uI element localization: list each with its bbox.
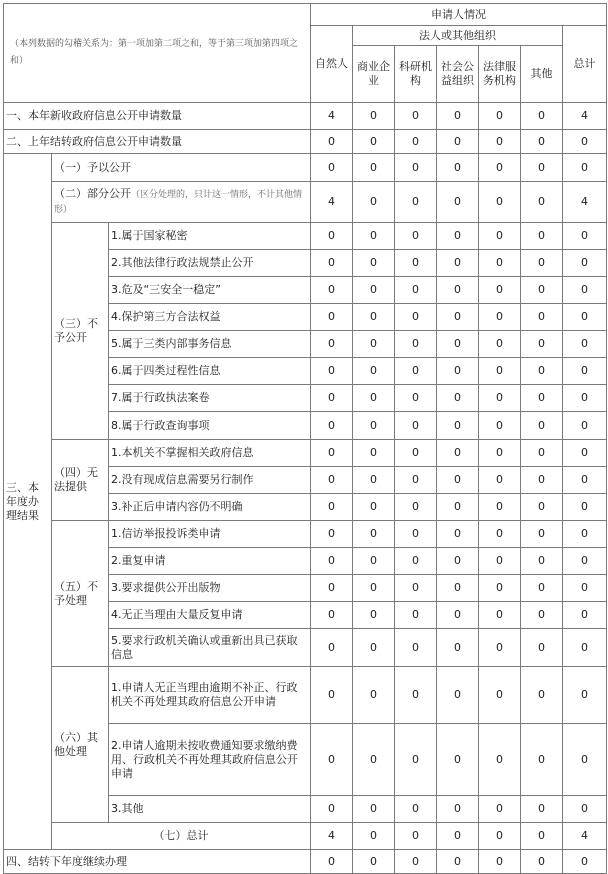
table-row	[4, 103, 607, 130]
group-g5-item-value: 0	[437, 575, 479, 602]
row-disclosed-label: （一）予以公开	[52, 154, 311, 182]
group-g5-item-value: 0	[437, 629, 479, 667]
group-g3-item-value: 0	[563, 331, 607, 358]
group-g3-item-value: 0	[353, 277, 395, 304]
group-g5-item-value: 0	[437, 548, 479, 575]
group-g6-item-value: 0	[395, 724, 437, 796]
col-research: 科研机构	[395, 46, 437, 103]
row-disclosed-value: 0	[311, 154, 353, 182]
row-new-requests-label: 一、本年新收政府信息公开申请数量	[4, 103, 311, 130]
row-carried-over-value: 0	[311, 130, 353, 154]
group-g3-item-value: 0	[353, 250, 395, 277]
group-g5-item-value: 0	[353, 602, 395, 629]
row-partial-value: 0	[479, 182, 521, 223]
group-g3-item-value: 0	[521, 277, 563, 304]
group-g3-item-label: 1.属于国家秘密	[109, 223, 311, 250]
group-g6-label: （六）其他处理	[52, 667, 109, 823]
row-carried-over-value: 0	[479, 130, 521, 154]
table-row	[4, 154, 607, 182]
disclosure-statistics-table	[3, 3, 607, 874]
group-g3-item-value: 0	[437, 358, 479, 385]
row-next-year-value: 0	[563, 850, 607, 874]
table-row	[4, 440, 607, 467]
row-next-year-value: 0	[479, 850, 521, 874]
group-g4-item-value: 0	[311, 467, 353, 494]
group-g6-item-value: 0	[311, 796, 353, 823]
group-g5-item-value: 0	[437, 521, 479, 548]
row-next-year-value: 0	[521, 850, 563, 874]
group-g4-item-value: 0	[353, 440, 395, 467]
group-g3-item-value: 0	[521, 331, 563, 358]
row-next-year-value: 0	[395, 850, 437, 874]
group-g4-item-value: 0	[521, 494, 563, 521]
group-g3-item-value: 0	[437, 223, 479, 250]
group-g5-item-value: 0	[521, 521, 563, 548]
group-g5-item-value: 0	[311, 521, 353, 548]
group-g4-item-value: 0	[353, 494, 395, 521]
section-results-label: 三、本年度办理结果	[4, 154, 52, 850]
group-g4-item-label: 3.补正后申请内容仍不明确	[109, 494, 311, 521]
group-g3-item-value: 0	[311, 358, 353, 385]
group-g5-item-value: 0	[395, 548, 437, 575]
group-g3-item-value: 0	[521, 250, 563, 277]
group-g6-item-value: 0	[437, 796, 479, 823]
group-g3-item-label: 7.属于行政执法案卷	[109, 385, 311, 412]
table-row	[4, 667, 607, 724]
group-g3-item-value: 0	[563, 412, 607, 440]
col-other: 其他	[521, 46, 563, 103]
table-row	[4, 130, 607, 154]
group-g6-item-value: 0	[479, 724, 521, 796]
group-g5-item-value: 0	[479, 575, 521, 602]
row-new-requests-value: 0	[353, 103, 395, 130]
group-g3-item-value: 0	[479, 304, 521, 331]
group-g5-item-value: 0	[311, 575, 353, 602]
group-g5-item-label: 1.信访举报投诉类申请	[109, 521, 311, 548]
row-partial-value: 0	[521, 182, 563, 223]
group-g3-item-value: 0	[479, 412, 521, 440]
group-g3-item-value: 0	[311, 385, 353, 412]
row-new-requests-value: 4	[563, 103, 607, 130]
row-partial-value: 0	[395, 182, 437, 223]
group-g3-item-value: 0	[437, 304, 479, 331]
group-g3-item-value: 0	[563, 277, 607, 304]
group-g4-item-value: 0	[437, 494, 479, 521]
group-g5-item-value: 0	[563, 575, 607, 602]
group-g3-item-label: 4.保护第三方合法权益	[109, 304, 311, 331]
row-carried-over-value: 0	[395, 130, 437, 154]
group-g3-item-value: 0	[395, 304, 437, 331]
group-g5-item-value: 0	[437, 602, 479, 629]
relationship-note: （本列数据的勾稽关系为：第一项加第二项之和，等于第三项加第四项之和）	[4, 4, 311, 103]
row-partial-value: 0	[437, 182, 479, 223]
group-g3-item-value: 0	[521, 358, 563, 385]
group-g5-item-value: 0	[353, 548, 395, 575]
group-g4-item-label: 2.没有现成信息需要另行制作	[109, 467, 311, 494]
col-business: 商业企业	[353, 46, 395, 103]
group-g5-item-value: 0	[395, 602, 437, 629]
group-g4-item-label: 1.本机关不掌握相关政府信息	[109, 440, 311, 467]
row-disclosed-value: 0	[395, 154, 437, 182]
group-g5-item-value: 0	[311, 629, 353, 667]
group-g6-item-label: 3.其他	[109, 796, 311, 823]
row-disclosed-value: 0	[437, 154, 479, 182]
group-g3-item-value: 0	[437, 250, 479, 277]
group-g6-item-value: 0	[563, 796, 607, 823]
group-g5-item-label: 4.无正当理由大量反复申请	[109, 602, 311, 629]
group-g3-item-value: 0	[563, 385, 607, 412]
legal-persons-header: 法人或其他组织	[353, 26, 563, 46]
group-g5-item-value: 0	[395, 629, 437, 667]
row-partial-value: 0	[353, 182, 395, 223]
group-g6-item-value: 0	[521, 724, 563, 796]
group-g5-item-value: 0	[563, 521, 607, 548]
group-g4-item-value: 0	[437, 440, 479, 467]
row-disclosed-value: 0	[353, 154, 395, 182]
group-g4-item-value: 0	[353, 467, 395, 494]
group-g5-item-value: 0	[311, 548, 353, 575]
row-disclosed-value: 0	[521, 154, 563, 182]
group-g4-item-value: 0	[521, 467, 563, 494]
group-g3-item-label: 5.属于三类内部事务信息	[109, 331, 311, 358]
group-g3-item-value: 0	[311, 223, 353, 250]
group-g5-item-label: 3.要求提供公开出版物	[109, 575, 311, 602]
group-g3-item-value: 0	[479, 223, 521, 250]
row-partial-value: 4	[563, 182, 607, 223]
table-row	[4, 182, 607, 223]
group-g4-item-value: 0	[395, 440, 437, 467]
row-partial-label	[52, 182, 311, 223]
group-g5-item-value: 0	[521, 575, 563, 602]
group-g6-item-value: 0	[437, 667, 479, 724]
group-g6-item-value: 0	[479, 667, 521, 724]
group-g4-item-value: 0	[563, 494, 607, 521]
row-carried-over-value: 0	[563, 130, 607, 154]
row-subtotal-value: 0	[353, 823, 395, 850]
row-next-year-value: 0	[311, 850, 353, 874]
group-g3-item-value: 0	[353, 385, 395, 412]
group-g3-item-value: 0	[563, 250, 607, 277]
group-g3-item-value: 0	[311, 331, 353, 358]
table-row	[4, 521, 607, 548]
group-g3-item-value: 0	[521, 412, 563, 440]
row-subtotal-value: 4	[563, 823, 607, 850]
group-g6-item-value: 0	[521, 796, 563, 823]
group-g5-item-value: 0	[563, 548, 607, 575]
group-g3-item-label: 3.危及“三安全一稳定”	[109, 277, 311, 304]
col-legal-service: 法律服务机构	[479, 46, 521, 103]
col-public-welfare: 社会公益组织	[437, 46, 479, 103]
group-g3-item-value: 0	[521, 385, 563, 412]
group-g3-item-value: 0	[353, 331, 395, 358]
group-g6-item-value: 0	[521, 667, 563, 724]
row-new-requests-value: 4	[311, 103, 353, 130]
group-g4-item-value: 0	[395, 494, 437, 521]
group-g3-item-value: 0	[479, 277, 521, 304]
group-g3-item-value: 0	[479, 358, 521, 385]
group-g3-item-value: 0	[395, 412, 437, 440]
group-g5-item-value: 0	[479, 521, 521, 548]
table-row	[4, 850, 607, 874]
row-new-requests-value: 0	[521, 103, 563, 130]
row-carried-over-value: 0	[437, 130, 479, 154]
table-row	[4, 223, 607, 250]
group-g6-item-value: 0	[563, 724, 607, 796]
group-g4-item-value: 0	[563, 467, 607, 494]
group-g3-item-value: 0	[353, 412, 395, 440]
group-g6-item-value: 0	[353, 796, 395, 823]
group-g4-item-value: 0	[311, 440, 353, 467]
group-g3-item-value: 0	[353, 304, 395, 331]
group-g3-item-value: 0	[311, 250, 353, 277]
group-g5-item-value: 0	[353, 521, 395, 548]
row-subtotal-value: 4	[311, 823, 353, 850]
group-g6-item-value: 0	[353, 667, 395, 724]
group-g3-item-value: 0	[479, 331, 521, 358]
group-g5-item-value: 0	[479, 602, 521, 629]
group-g3-item-value: 0	[521, 223, 563, 250]
group-g3-item-label: 6.属于四类过程性信息	[109, 358, 311, 385]
group-g3-item-value: 0	[311, 277, 353, 304]
group-g5-label: （五）不予处理	[52, 521, 109, 667]
group-g6-item-label: 1.申请人无正当理由逾期不补正、行政机关不再处理其政府信息公开申请	[109, 667, 311, 724]
row-partial-title: （二）部分公开	[54, 187, 131, 200]
row-subtotal-value: 0	[479, 823, 521, 850]
group-g3-item-value: 0	[353, 223, 395, 250]
group-g3-item-value: 0	[521, 304, 563, 331]
group-g3-item-value: 0	[395, 358, 437, 385]
group-g4-item-value: 0	[479, 467, 521, 494]
row-carried-over-value: 0	[353, 130, 395, 154]
col-natural-person: 自然人	[311, 26, 353, 103]
group-g6-item-value: 0	[395, 667, 437, 724]
group-g4-item-value: 0	[479, 494, 521, 521]
group-g6-item-value: 0	[437, 724, 479, 796]
row-partial-note: （区分处理的，只计这一情形，不计其他情形）	[54, 190, 303, 215]
group-g3-item-label: 8.属于行政查询事项	[109, 412, 311, 440]
group-g3-item-value: 0	[437, 331, 479, 358]
group-g4-item-value: 0	[311, 494, 353, 521]
group-g3-item-value: 0	[437, 385, 479, 412]
group-g4-item-value: 0	[563, 440, 607, 467]
group-g3-item-value: 0	[395, 331, 437, 358]
group-g5-item-value: 0	[479, 629, 521, 667]
group-g5-item-value: 0	[521, 629, 563, 667]
group-g4-item-value: 0	[479, 440, 521, 467]
group-g5-item-value: 0	[311, 602, 353, 629]
row-subtotal-label: （七）总计	[52, 823, 311, 850]
group-g5-item-value: 0	[395, 575, 437, 602]
applicant-situation-header: 申请人情况	[311, 4, 607, 26]
group-g5-item-value: 0	[479, 548, 521, 575]
group-g5-item-value: 0	[521, 602, 563, 629]
row-carried-over-value: 0	[521, 130, 563, 154]
group-g5-item-value: 0	[563, 602, 607, 629]
row-new-requests-value: 0	[395, 103, 437, 130]
group-g5-item-value: 0	[353, 629, 395, 667]
group-g3-item-value: 0	[353, 358, 395, 385]
group-g3-item-value: 0	[563, 223, 607, 250]
col-total: 总计	[563, 26, 607, 103]
group-g3-item-value: 0	[563, 304, 607, 331]
group-g3-item-value: 0	[437, 277, 479, 304]
group-g3-item-value: 0	[311, 412, 353, 440]
group-g6-item-value: 0	[311, 724, 353, 796]
group-g6-item-value: 0	[353, 724, 395, 796]
group-g4-item-value: 0	[395, 467, 437, 494]
group-g5-item-label: 2.重复申请	[109, 548, 311, 575]
group-g6-item-value: 0	[479, 796, 521, 823]
group-g5-item-value: 0	[563, 629, 607, 667]
group-g6-item-value: 0	[395, 796, 437, 823]
group-g3-label: （三）不予公开	[52, 223, 109, 440]
group-g5-item-value: 0	[353, 575, 395, 602]
row-disclosed-value: 0	[563, 154, 607, 182]
row-disclosed-value: 0	[479, 154, 521, 182]
row-new-requests-value: 0	[479, 103, 521, 130]
group-g4-item-value: 0	[521, 440, 563, 467]
group-g3-item-value: 0	[395, 250, 437, 277]
row-new-requests-value: 0	[437, 103, 479, 130]
group-g5-item-label: 5.要求行政机关确认或重新出具已获取信息	[109, 629, 311, 667]
group-g3-item-value: 0	[479, 250, 521, 277]
row-subtotal-value: 0	[395, 823, 437, 850]
group-g3-item-value: 0	[395, 223, 437, 250]
row-next-year-value: 0	[353, 850, 395, 874]
row-next-year-value: 0	[437, 850, 479, 874]
group-g6-item-value: 0	[563, 667, 607, 724]
row-carried-over-label: 二、上年结转政府信息公开申请数量	[4, 130, 311, 154]
group-g5-item-value: 0	[395, 521, 437, 548]
group-g3-item-value: 0	[437, 412, 479, 440]
group-g3-item-value: 0	[479, 385, 521, 412]
group-g6-item-value: 0	[311, 667, 353, 724]
group-g3-item-value: 0	[563, 358, 607, 385]
group-g6-item-label: 2.申请人逾期未按收费通知要求缴纳费用、行政机关不再处理其政府信息公开申请	[109, 724, 311, 796]
group-g3-item-value: 0	[395, 385, 437, 412]
row-next-year-label: 四、结转下年度继续办理	[4, 850, 311, 874]
group-g3-item-value: 0	[395, 277, 437, 304]
group-g4-item-value: 0	[437, 467, 479, 494]
group-g4-label: （四）无法提供	[52, 440, 109, 521]
group-g3-item-label: 2.其他法律行政法规禁止公开	[109, 250, 311, 277]
group-g5-item-value: 0	[521, 548, 563, 575]
row-subtotal-value: 0	[521, 823, 563, 850]
table-row	[4, 823, 607, 850]
row-subtotal-value: 0	[437, 823, 479, 850]
group-g3-item-value: 0	[311, 304, 353, 331]
row-partial-value: 4	[311, 182, 353, 223]
